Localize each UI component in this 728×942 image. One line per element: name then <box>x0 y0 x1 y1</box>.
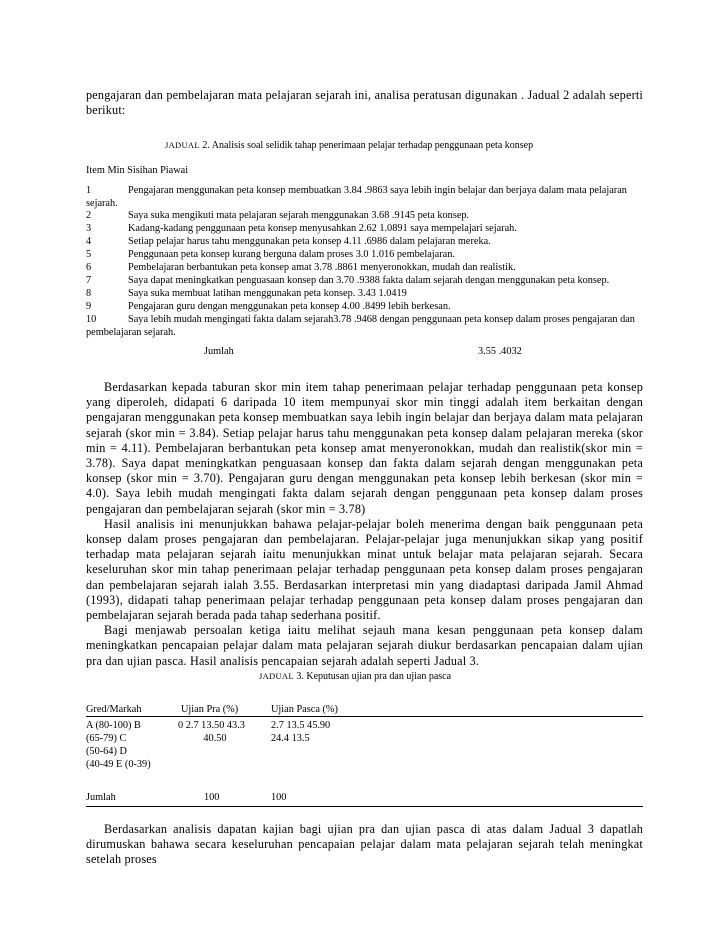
table-row: Saya suka membuat latihan menggunakan peta konsep. 3.43 1.0419 8 <box>86 288 407 299</box>
body-text <box>86 380 643 669</box>
table3-header-grade: Gred/Markah <box>86 704 142 715</box>
table2-caption-label: JADUAL <box>165 140 200 150</box>
table3-col-grade: A (80-100) B (65-79) C (50-64) D (40-49 E (0-39) <box>86 720 151 770</box>
table-row: Setiap pelajar harus tahu menggunakan peta konsep 4.11 .6986 dalam pelajaran mereka. 4 <box>86 236 491 247</box>
body-paragraph-3: Bagi menjawab persoalan ketiga iaitu melihat sejauh mana kesan penggunaan peta konsep dalam meningkatkan pencapaian pelajar dalam mata pelajaran sejarah diukur berdasarkan pencapaian dalam ujian pra dan ujian pasca. Hasil analisis pencapaian sejarah adalah seperti Jadual 3. <box>86 623 643 668</box>
table2-caption-text: 2. Analisis soal selidik tahap penerimaan pelajar terhadap penggunaan peta konsep <box>202 140 534 151</box>
table3-header-pasca: Ujian Pasca (%) <box>271 704 338 715</box>
table-row: Pengajaran menggunakan peta konsep membuatkan 3.84 .9863 saya lebih ingin belajar dan berjaya dalam mata pelajaran sejarah. 1 <box>86 185 627 209</box>
table-row: Saya dapat meningkatkan penguasaan konsep dan 3.70 .9388 fakta dalam sejarah dengan menggunakan peta konsep. 7 <box>86 275 610 286</box>
closing-text <box>86 822 643 868</box>
table3-col-pra: 0 2.7 13.50 43.3 40.50 <box>178 720 245 744</box>
table3-total-pra: 100 <box>204 792 220 803</box>
table-row: Saya lebih mudah mengingati fakta dalam sejarah3.78 .9468 dengan penggunaan peta konsep dalam proses pengajaran dan pembelajaran sejarah. 10 <box>86 314 635 338</box>
table3-caption <box>259 671 639 682</box>
table2-total-label: Jumlah <box>204 346 234 357</box>
body-paragraph-1: Berdasarkan kepada taburan skor min item tahap penerimaan pelajar terhadap penggunaan peta konsep yang diperoleh, didapati 6 daripada 10 item mempunyai skor min tinggi adalah item berkaitan dengan pengajaran menggunakan peta konsep membuatkan saya lebih ingin belajar dan berjaya dalam mata pelajaran sejarah (skor min = 3.84). Setiap pelajar harus tahu menggunakan peta konsep dalam pelajaran mereka (skor min = 4.11). Pembelajaran berbantukan peta konsep amat menyeronokkan, mudah dan realistik(skor min = 3.78). Saya dapat meningkatkan penguasaan konsep dan fakta dalam sejarah dengan menggunakan peta konsep (skor min = 3.70). Pengajaran guru dengan menggunakan peta konsep lebih berkesan (skor min = 4.0). Saya lebih mudah mengingati fakta dalam sejarah dengan penggunaan peta konsep dalam proses pengajaran dan pembelajaran sejarah (skor min = 3.78) <box>86 380 643 516</box>
closing-paragraph: Berdasarkan analisis dapatan kajian bagi ujian pra dan ujian pasca di atas dalam Jadual 3 dapatlah dirumuskan bahawa secara keseluruhan pencapaian pelajar dalam mata pelajaran sejarah telah meningkat setelah proses <box>86 822 643 867</box>
table3-caption-text: 3. Keputusan ujian pra dan ujian pasca <box>296 671 452 682</box>
table3-col-pasca: 2.7 13.5 45.90 24.4 13.5 <box>271 720 331 744</box>
table2-caption <box>165 140 645 151</box>
table3-caption-label: JADUAL <box>259 671 294 681</box>
body-paragraph-2: Hasil analisis ini menunjukkan bahawa pelajar-pelajar boleh menerima dengan baik penggunaan peta konsep dalam proses pengajaran dan pembelajaran. Pelajar-pelajar juga menunjukkan sikap yang positif terhadap mata pelajaran sejarah iaitu menunjukkan minat untuk belajar mata pelajaran sejarah. Secara keseluruhan skor min tahap penerimaan pelajar terhadap penggunaan peta konsep dalam proses pengajaran dan pembelajaran sejarah ialah 3.55. Berdasarkan interpretasi min yang diadaptasi daripada Jamil Ahmad (1993), didapati tahap penerimaan pelajar terhadap penggunaan peta konsep dalam proses pengajaran dan pembelajaran sejarah berada pada tahap sederhana positif. <box>86 516 643 623</box>
table-row: Pembelajaran berbantukan peta konsep amat 3.78 .8861 menyeronokkan, mudah dan realistik. 6 <box>86 262 516 273</box>
table3-total-pasca: 100 <box>271 792 287 803</box>
table3-total-label: Jumlah <box>86 792 116 803</box>
table2-header: Item Min Sisihan Piawai <box>86 165 189 176</box>
table2-total-value: 3.55 .4032 <box>478 346 522 357</box>
table-row: Kadang-kadang penggunaan peta konsep menyusahkan 2.62 1.0891 saya mempelajari sejarah. 3 <box>86 223 517 234</box>
table3-header-divider <box>86 716 643 717</box>
intro-paragraph: pengajaran dan pembelajaran mata pelajaran sejarah ini, analisa peratusan digunakan . Jadual 2 adalah seperti berikut: <box>86 88 643 118</box>
table3-bottom-divider <box>86 806 643 807</box>
table-row: Pengajaran guru dengan menggunakan peta konsep 4.00 .8499 lebih berkesan. 9 <box>86 301 451 312</box>
table-row: Saya suka mengikuti mata pelajaran sejarah menggunakan 3.68 .9145 peta konsep. 2 <box>86 210 470 221</box>
table-row: Penggunaan peta konsep kurang berguna dalam proses 3.0 1.016 pembelajaran. 5 <box>86 249 455 260</box>
table3-header-pra: Ujian Pra (%) <box>181 704 239 715</box>
